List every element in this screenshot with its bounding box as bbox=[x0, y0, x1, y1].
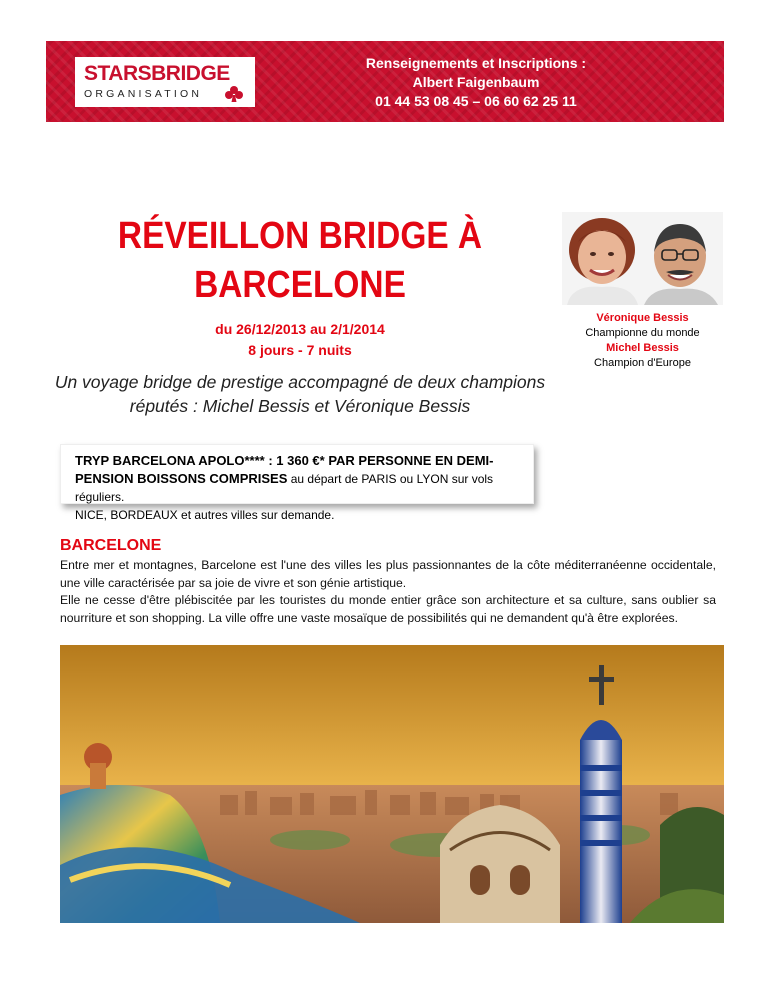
offer-headline: TRYP BARCELONA APOLO**** : 1 360 €* PAR PERSONNE EN DEMI-PENSION BOISSONS COMPRISES bbox=[75, 453, 494, 486]
club-suit-icon bbox=[223, 85, 245, 103]
contact-person: Albert Faigenbaum bbox=[412, 74, 540, 90]
date-range: du 26/12/2013 au 2/1/2014 bbox=[215, 321, 385, 337]
paragraph: Elle ne cesse d'être plébiscitée par les touristes du monde entier grâce son architecture et sa culture, sans oublier sa nourriture et son shopping. La ville offre une vaste mosaïque de possibilités qui ne demandent qu'à être explorées. bbox=[60, 593, 716, 625]
champions-photo bbox=[562, 212, 723, 305]
contact-info bbox=[346, 54, 606, 111]
contact-heading: Renseignements et Inscriptions : bbox=[365, 55, 587, 71]
champion-name: Michel Bessis bbox=[606, 342, 679, 354]
logo-subtitle: ORGANISATION bbox=[84, 88, 203, 100]
page-title: RÉVEILLON BRIDGE À BARCELONE bbox=[117, 215, 483, 306]
champion-name: Véronique Bessis bbox=[596, 312, 689, 324]
contact-phones: 01 44 53 08 45 – 06 60 62 25 11 bbox=[375, 93, 577, 109]
champions-caption bbox=[562, 311, 723, 371]
paragraph: Entre mer et montagnes, Barcelone est l'une des villes les plus passionnantes de la côte méditerranéenne occidentale, une ville caractérisée par sa joie de vivre et son génie artistique. bbox=[60, 558, 716, 590]
offer-other-cities: NICE, BORDEAUX et autres villes sur demande. bbox=[75, 508, 335, 522]
offer-details: au départ de PARIS ou LYON sur vols réguliers. bbox=[75, 472, 494, 504]
starsbridge-logo bbox=[75, 57, 255, 107]
champion-title: Championne du monde bbox=[585, 327, 700, 339]
section-body bbox=[60, 557, 716, 627]
header-banner bbox=[46, 41, 724, 122]
event-dates bbox=[170, 319, 430, 361]
barcelona-park-guell-photo bbox=[60, 645, 724, 923]
trip-duration: 8 jours - 7 nuits bbox=[248, 342, 352, 358]
champion-title: Champion d'Europe bbox=[594, 357, 691, 369]
tagline: Un voyage bridge de prestige accompagné de deux champions réputés : Michel Bessis et Véronique Bessis bbox=[54, 372, 546, 416]
offer-box bbox=[60, 444, 534, 522]
logo-wordmark: STARSBRIDGE bbox=[84, 62, 230, 85]
section-title: BARCELONE bbox=[60, 537, 162, 554]
